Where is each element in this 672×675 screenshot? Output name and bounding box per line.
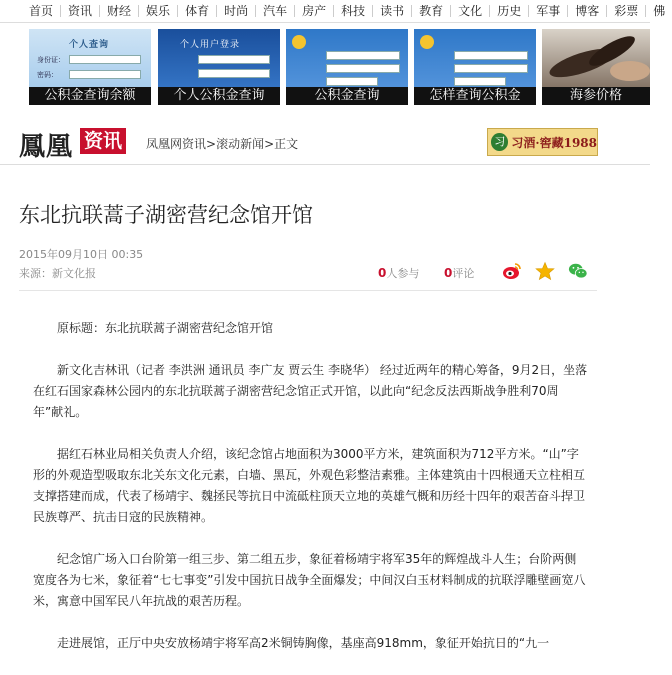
article-paragraph: 据红石林业局相关负责人介绍，该纪念馆占地面积为3000平方米，建筑面积为712平方米。“山”字形的外观造型吸取东北关东文化元素，白墙、黑瓦，外观色彩整洁素雅。主体建筑由十四根通天立柱相互支撑搭建而成，代表了杨靖宇、魏拯民等抗日中流砥柱顶天立地的英雄气概和历经十四年的艰苦奋斗捍卫民族尊严、抗击日寇的民族精神。 [33, 447, 586, 524]
wechat-share-icon[interactable] [568, 261, 588, 281]
source-label: 来源： [19, 267, 52, 280]
ifeng-logo[interactable]: 鳳凰 [19, 132, 74, 162]
article-paragraph: 原标题：东北抗联蒿子湖密营纪念馆开馆 [57, 321, 274, 335]
zixun-logo[interactable]: 资讯 [80, 128, 126, 154]
ad-banner[interactable] [487, 128, 598, 156]
banner-mock-input [69, 70, 141, 79]
banner-mock-input [454, 51, 528, 60]
banner-caption: 怎样查询公积金 [414, 87, 536, 105]
banner-strip [29, 29, 650, 105]
article-paragraph: 新文化吉林讯（记者 李洪洲 通讯员 李广友 贾云生 李晓华） 经过近两年的精心筹备，9月2日，坐落在红石国家森林公园内的东北抗联蒿子湖密营纪念馆正式开馆，以此向“纪念反法西斯战争胜利70周年”献礼。 [33, 363, 588, 419]
breadcrumb-current: >正文 [264, 137, 299, 151]
nav-item[interactable]: 博客 [568, 5, 607, 17]
banner-caption: 公积金查询 [286, 87, 408, 105]
comments-count: 0 [444, 266, 453, 280]
nav-item[interactable]: 财经 [100, 5, 139, 17]
banner-caption: 海参价格 [542, 87, 650, 105]
banner-caption: 个人公积金查询 [158, 87, 280, 105]
banner-logo-icon [292, 35, 306, 49]
article-paragraph: 走进展馆，正厅中央安放杨靖宇将军高2米铜铸胸像，基座高918mm，象征开始抗日的“九一 [57, 636, 550, 650]
banner-mock-input [69, 55, 141, 64]
participants-stat[interactable] [378, 265, 419, 281]
ad-logo-icon: 习 [491, 133, 508, 151]
source-name: 新文化报 [52, 267, 96, 280]
nav-item[interactable]: 时尚 [217, 5, 256, 17]
nav-item[interactable]: 读书 [373, 5, 412, 17]
nav-item[interactable]: 房产 [295, 5, 334, 17]
banner-how-query[interactable] [414, 29, 536, 105]
weibo-share-icon[interactable] [502, 261, 522, 281]
top-nav [0, 0, 666, 23]
breadcrumb [146, 135, 298, 152]
banner-caption: 公积金查询余额 [29, 87, 151, 105]
comments-label: 评论 [452, 267, 475, 280]
ad-text: 习酒·窖藏1988 [511, 135, 597, 150]
participants-label: 人参与 [386, 267, 420, 280]
breadcrumb-home[interactable]: 凤凰网资讯 [146, 137, 207, 151]
sea-cucumber-image [542, 29, 650, 87]
banner-mock-input [326, 77, 378, 86]
banner-mock-title: 个人查询 [69, 40, 110, 50]
banner-personal-gjj[interactable] [158, 29, 280, 105]
nav-item[interactable]: 教育 [412, 5, 451, 17]
breadcrumb-rolling-news[interactable]: >滚动新闻 [206, 137, 265, 151]
site-header [0, 118, 650, 165]
banner-mock-input [454, 64, 528, 73]
nav-item[interactable]: 彩票 [607, 5, 646, 17]
nav-item[interactable]: 资讯 [61, 5, 100, 17]
comments-stat[interactable] [444, 265, 474, 281]
nav-item[interactable]: 科技 [334, 5, 373, 17]
banner-mock-input [198, 69, 270, 78]
nav-item[interactable]: 汽车 [256, 5, 295, 17]
article-source [19, 265, 96, 281]
nav-item[interactable]: 佛 [653, 4, 666, 18]
nav-item[interactable]: 首页 [0, 5, 61, 17]
article-paragraph: 纪念馆广场入口台阶第一组三步、第二组五步，象征着杨靖宇将军35年的辉煌战斗人生；台阶两侧宽度各为七米，象征着“七七事变”引发中国抗日战争全面爆发；中间汉白玉材料制成的抗联浮雕壁画宽八米，寓意中国军民八年抗战的艰苦历程。 [33, 552, 586, 608]
nav-item[interactable]: 文化 [451, 5, 490, 17]
banner-gjj-query[interactable] [286, 29, 408, 105]
participants-count: 0 [378, 266, 387, 280]
nav-item[interactable]: 体育 [178, 5, 217, 17]
article-date: 2015年09月10日 00:35 [19, 248, 144, 261]
banner-mock-title: 个人用户登录 [180, 40, 241, 50]
banner-mock-input [326, 64, 400, 73]
header-divider [19, 290, 597, 291]
banner-sea-cucumber[interactable] [542, 29, 650, 105]
banner-mock-input [198, 55, 270, 64]
nav-item[interactable]: 历史 [490, 5, 529, 17]
banner-mock-input [326, 51, 400, 60]
banner-logo-icon [420, 35, 434, 49]
article-body [33, 318, 588, 675]
nav-item[interactable]: 娱乐 [139, 5, 178, 17]
banner-mock-input [454, 77, 506, 86]
banner-field-label: 身份证： [37, 56, 65, 64]
article-title: 东北抗联蒿子湖密营纪念馆开馆 [19, 203, 313, 227]
favorite-star-icon[interactable] [535, 261, 555, 281]
nav-item[interactable]: 军事 [529, 5, 568, 17]
banner-gjj-balance[interactable] [29, 29, 151, 105]
banner-field-label: 密码： [37, 71, 58, 79]
